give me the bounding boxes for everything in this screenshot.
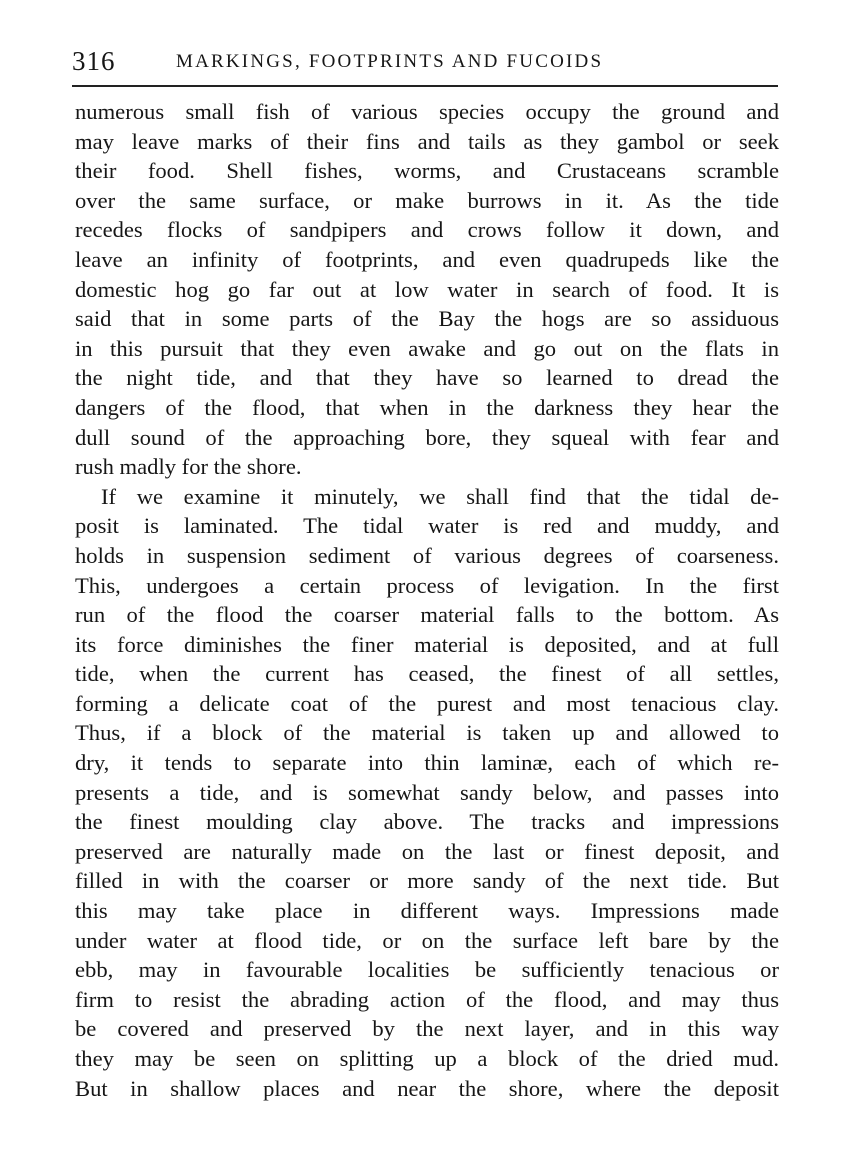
- text-line: forming a delicate coat of the purest and most tenacious clay.: [75, 690, 779, 716]
- paragraph-2: [75, 482, 779, 1103]
- text-line: the finest moulding clay above. The tracks and impressions: [75, 809, 779, 835]
- text-line: under water at flood tide, or on the surface left bare by the: [75, 927, 779, 953]
- text-line: filled in with the coarser or more sandy of the next tide. But: [75, 868, 779, 894]
- text-line: posit is laminated. The tidal water is red and muddy, and: [75, 513, 779, 539]
- text-line: in this pursuit that they even awake and go out on the flats in: [75, 335, 779, 361]
- text-line: numerous small fish of various species occupy the ground and: [75, 99, 779, 124]
- text-line: run of the flood the coarser material falls to the bottom. As: [75, 602, 779, 628]
- text-line: presents a tide, and is somewhat sandy below, and passes into: [75, 779, 779, 805]
- header-rule: [72, 85, 778, 87]
- running-head: [72, 40, 782, 80]
- text-line: leave an infinity of footprints, and even quadrupeds like the: [75, 246, 779, 272]
- text-line: But in shallow places and near the shore, where the deposit: [75, 1075, 779, 1101]
- text-line: the night tide, and that they have so learned to dread the: [75, 365, 779, 391]
- body-text: [75, 97, 779, 1103]
- text-line: Thus, if a block of the material is taken up and allowed to: [75, 720, 779, 746]
- text-line: their food. Shell fishes, worms, and Crustaceans scramble: [75, 158, 779, 184]
- text-line: firm to resist the abrading action of the flood, and may thus: [75, 986, 779, 1012]
- text-line: tide, when the current has ceased, the finest of all settles,: [75, 661, 779, 687]
- text-line: dull sound of the approaching bore, they squeal with fear and: [75, 424, 779, 450]
- text-line: rush madly for the shore.: [75, 454, 302, 480]
- paragraph-1: [75, 97, 779, 482]
- text-line: dry, it tends to separate into thin laminæ, each of which re-: [75, 750, 779, 776]
- running-head-title: MARKINGS, FOOTPRINTS AND FUCOIDS: [176, 51, 604, 72]
- text-line: they may be seen on splitting up a block of the dried mud.: [75, 1046, 779, 1071]
- page-number: 316: [72, 46, 116, 76]
- text-line: preserved are naturally made on the last or finest deposit, and: [75, 838, 779, 864]
- text-line: may leave marks of their fins and tails as they gambol or seek: [75, 128, 779, 154]
- text-line: This, undergoes a certain process of levigation. In the first: [75, 572, 779, 598]
- text-line: dangers of the flood, that when in the darkness they hear the: [75, 394, 779, 420]
- text-line: recedes flocks of sandpipers and crows follow it down, and: [75, 217, 779, 243]
- text-line: ebb, may in favourable localities be sufficiently tenacious or: [75, 957, 779, 983]
- text-line: be covered and preserved by the next layer, and in this way: [75, 1016, 779, 1042]
- text-line: said that in some parts of the Bay the hogs are so assiduous: [75, 306, 779, 332]
- text-line: over the same surface, or make burrows in it. As the tide: [75, 187, 779, 213]
- text-line: domestic hog go far out at low water in search of food. It is: [75, 276, 779, 302]
- text-line: its force diminishes the finer material is deposited, and at full: [75, 631, 779, 657]
- text-line: this may take place in different ways. Impressions made: [75, 898, 779, 924]
- text-line: If we examine it minutely, we shall find that the tidal de-: [101, 483, 779, 509]
- text-line: holds in suspension sediment of various degrees of coarseness.: [75, 542, 779, 568]
